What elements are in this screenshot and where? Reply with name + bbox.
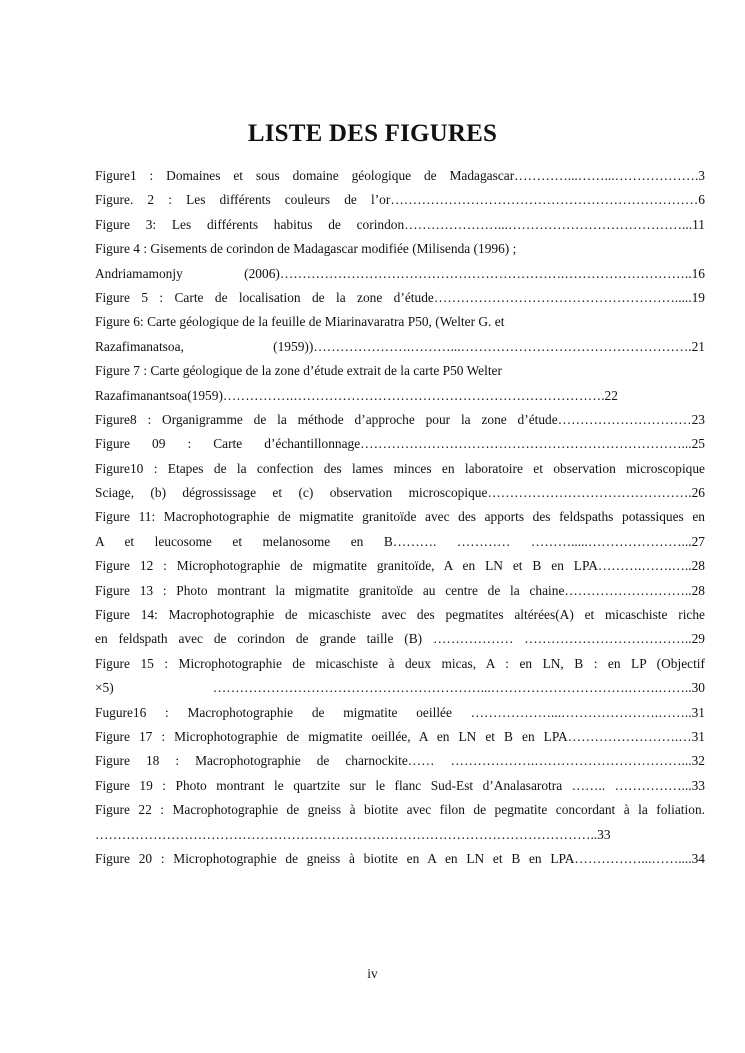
figure-entry: Figure1 : Domaines et sous domaine géologique de Madagascar…………...……...……………….3 <box>95 168 705 183</box>
figure-entry: Andriamamonjy (2006)……………………………………………………….………………………..16 <box>95 265 705 281</box>
figure-entry: Figure 14: Macrophotographie de micaschiste avec des pegmatites altérées(A) et micaschiste riche <box>95 607 705 623</box>
figure-entry: Figure 11: Macrophotographie de migmatite granitoïde avec des apports des feldspaths potassiques en <box>95 509 705 525</box>
figure-entry: Figure 22 : Macrophotographie de gneiss à biotite avec filon de pegmatite concordant à la foliation. <box>95 802 705 818</box>
figure-entry: Figure10 : Etapes de la confection des lames minces en laboratoire et observation microscopique <box>95 460 705 476</box>
figure-entry: Figure 19 : Photo montrant le quartzite sur le flanc Sud-Est d’Analasarotra …….. ……………...33 <box>95 777 705 793</box>
page-title: LISTE DES FIGURES <box>247 120 498 147</box>
figure-entry: Figure 12 : Microphotographie de migmatite granitoïde, A en LN et B en LPA……….…….…..28 <box>95 558 705 574</box>
figure-entry: en feldspath avec de corindon de grande taille (B) ……………… ………………………………..29 <box>95 631 705 647</box>
figure-entry: …………………………………………………………………………………………………..33 <box>95 826 611 842</box>
figure-entry: Figure 4 : Gisements de corindon de Madagascar modifiée (Milisenda (1996) ; <box>95 241 517 257</box>
figure-entry: Figure 09 : Carte d’échantillonnage………………………………………………………………...25 <box>95 436 705 452</box>
figure-entry: Figure. 2 : Les différents couleurs de l’or……………………………………………………………6 <box>95 192 705 208</box>
figure-entry: ×5) ……………………………………………………...………………………….…….……..30 <box>95 680 705 696</box>
figure-entry: Figure 3: Les différents habitus de corindon…………………...…………………………………...11 <box>95 216 705 232</box>
figure-entry: A et leucosome et melanosome en B………. ………… ……….....…………………...27 <box>95 533 705 549</box>
figure-entry: Figure 13 : Photo montrant la migmatite granitoïde au centre de la chaine………………………..28 <box>95 582 705 598</box>
figure-entry: Figure 18 : Macrophotographie de charnockite…… ……………….……………………………...32 <box>95 753 705 769</box>
figure-entry: Figure 20 : Microphotographie de gneiss à biotite en A en LN et B en LPA……………...……....34 <box>95 850 705 866</box>
figure-entry: Figure 5 : Carte de localisation de la zone d’étude……………………………………………….....19 <box>95 289 705 305</box>
figure-entry: Sciage, (b) dégrossissage et (c) observation microscopique……………………………………….26 <box>95 485 705 501</box>
figure-entry: Razafimanantsoa(1959)…………….…………………………………………………………….22 <box>95 387 618 403</box>
figure-entry: Razafimanatsoa, (1959))………………….………...…………………………………………….21 <box>95 338 705 354</box>
figure-entry: Figure8 : Organigramme de la méthode d’approche pour la zone d’étude…………………………23 <box>95 411 705 427</box>
figure-entry: Figure 6: Carte géologique de la feuille de Miarinavaratra P50, (Welter G. et <box>95 314 505 330</box>
figure-entry: Figure 15 : Microphotographie de micaschiste à deux micas, A : en LN, B : en LP (Objectif <box>95 655 705 671</box>
figure-list <box>95 164 705 871</box>
figure-entry: Figure 17 : Microphotographie de migmatite oeillée, A en LN et B en LPA…………………….…31 <box>95 728 705 744</box>
figure-entry: Fugure16 : Macrophotographie de migmatite oeillée ………………...………………….……..31 <box>95 704 705 720</box>
figure-entry: Figure 7 : Carte géologique de la zone d’étude extrait de la carte P50 Welter <box>95 363 502 379</box>
page-number: iv <box>367 966 378 981</box>
